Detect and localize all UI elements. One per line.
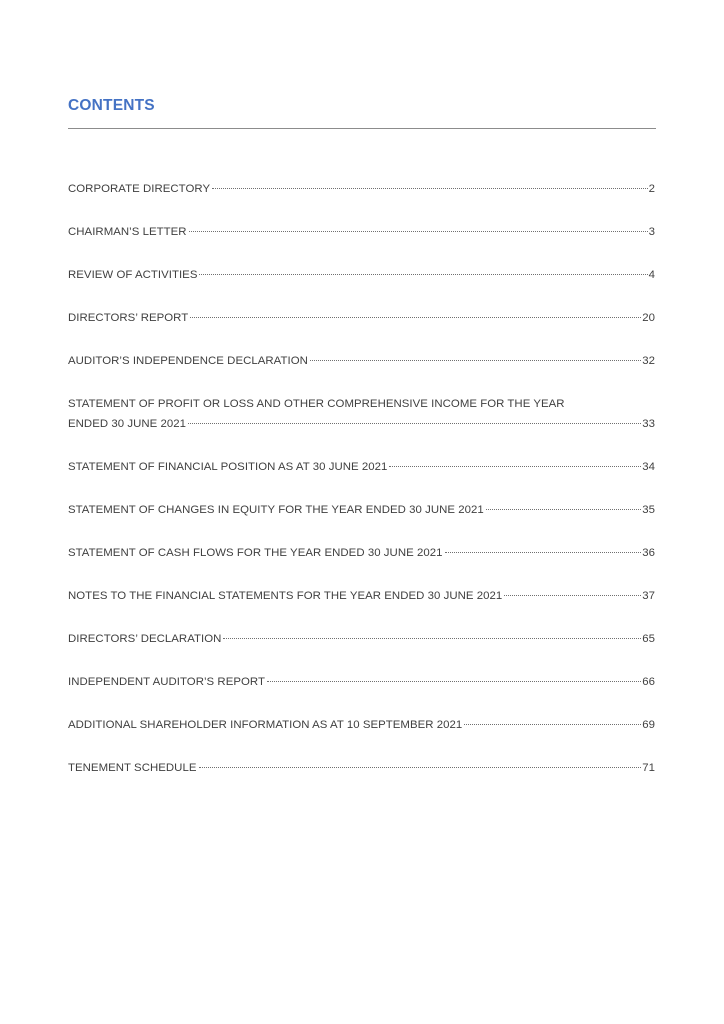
toc-entry[interactable] <box>68 266 655 286</box>
toc-entry[interactable] <box>68 352 655 372</box>
toc-entry[interactable] <box>68 673 655 693</box>
toc-entry-page: 71 <box>642 761 655 774</box>
toc-entry[interactable] <box>68 587 655 607</box>
toc-entry[interactable] <box>68 395 655 434</box>
toc-entry-title: CORPORATE DIRECTORY <box>68 183 211 195</box>
toc-entry-title: STATEMENT OF CHANGES IN EQUITY FOR THE YEAR ENDED 30 JUNE 2021 <box>68 503 484 516</box>
toc-entry-page: 2 <box>648 183 655 195</box>
toc-entry-page: 3 <box>648 226 655 238</box>
toc-entry-title: CHAIRMAN’S LETTER <box>68 226 187 238</box>
toc-entry-title: AUDITOR’S INDEPENDENCE DECLARATION <box>68 355 308 367</box>
toc-entry-title: INDEPENDENT AUDITOR’S REPORT <box>68 675 265 688</box>
toc-entry[interactable] <box>68 630 655 650</box>
toc-dot-leader <box>223 637 641 639</box>
toc-entry[interactable] <box>68 309 655 329</box>
toc-dot-leader <box>504 594 641 596</box>
toc-entry[interactable] <box>68 501 655 521</box>
toc-entry-page: 34 <box>642 460 655 473</box>
toc-entry-title: ENDED 30 JUNE 2021 <box>68 417 187 430</box>
toc-entry-page: 32 <box>642 355 655 367</box>
toc-dot-leader <box>199 273 647 275</box>
table-of-contents <box>68 180 655 802</box>
toc-entry[interactable] <box>68 716 655 736</box>
toc-entry-title: DIRECTORS’ REPORT <box>68 312 189 324</box>
toc-entry-title-line1: STATEMENT OF PROFIT OR LOSS AND OTHER COMPREHENSIVE INCOME FOR THE YEAR <box>68 398 565 410</box>
toc-dot-leader <box>389 465 641 467</box>
toc-entry-page: 20 <box>642 312 655 324</box>
heading-divider <box>68 128 656 129</box>
toc-entry-page: 66 <box>642 675 655 688</box>
toc-entry-title: TENEMENT SCHEDULE <box>68 761 197 774</box>
page-title: CONTENTS <box>68 97 155 114</box>
toc-dot-leader <box>267 680 641 682</box>
toc-entry-title: STATEMENT OF CASH FLOWS FOR THE YEAR ENDED 30 JUNE 2021 <box>68 546 443 559</box>
toc-entry[interactable] <box>68 544 655 564</box>
toc-dot-leader <box>189 230 648 232</box>
toc-dot-leader <box>445 551 642 553</box>
toc-entry-title: ADDITIONAL SHAREHOLDER INFORMATION AS AT 10 SEPTEMBER 2021 <box>68 718 463 731</box>
toc-entry-title: STATEMENT OF FINANCIAL POSITION AS AT 30 JUNE 2021 <box>68 460 388 473</box>
toc-entry-title: REVIEW OF ACTIVITIES <box>68 269 198 281</box>
toc-entry[interactable] <box>68 759 655 779</box>
toc-dot-leader <box>464 723 641 725</box>
toc-dot-leader <box>486 508 641 510</box>
toc-entry-page: 35 <box>642 503 655 516</box>
toc-dot-leader <box>190 316 641 318</box>
toc-entry[interactable] <box>68 180 655 200</box>
toc-entry[interactable] <box>68 223 655 243</box>
toc-dot-leader <box>212 187 648 189</box>
toc-entry-title: NOTES TO THE FINANCIAL STATEMENTS FOR THE YEAR ENDED 30 JUNE 2021 <box>68 589 503 602</box>
toc-entry[interactable] <box>68 458 655 478</box>
toc-entry-page: 69 <box>642 718 655 731</box>
toc-entry-page: 37 <box>642 589 655 602</box>
toc-entry-page: 65 <box>642 632 655 645</box>
toc-dot-leader <box>188 422 641 424</box>
toc-entry-page: 33 <box>642 417 655 430</box>
toc-dot-leader <box>310 359 641 361</box>
toc-entry-page: 36 <box>642 546 655 559</box>
toc-entry-title: DIRECTORS’ DECLARATION <box>68 632 222 645</box>
toc-entry-page: 4 <box>648 269 655 281</box>
toc-dot-leader <box>199 766 642 768</box>
